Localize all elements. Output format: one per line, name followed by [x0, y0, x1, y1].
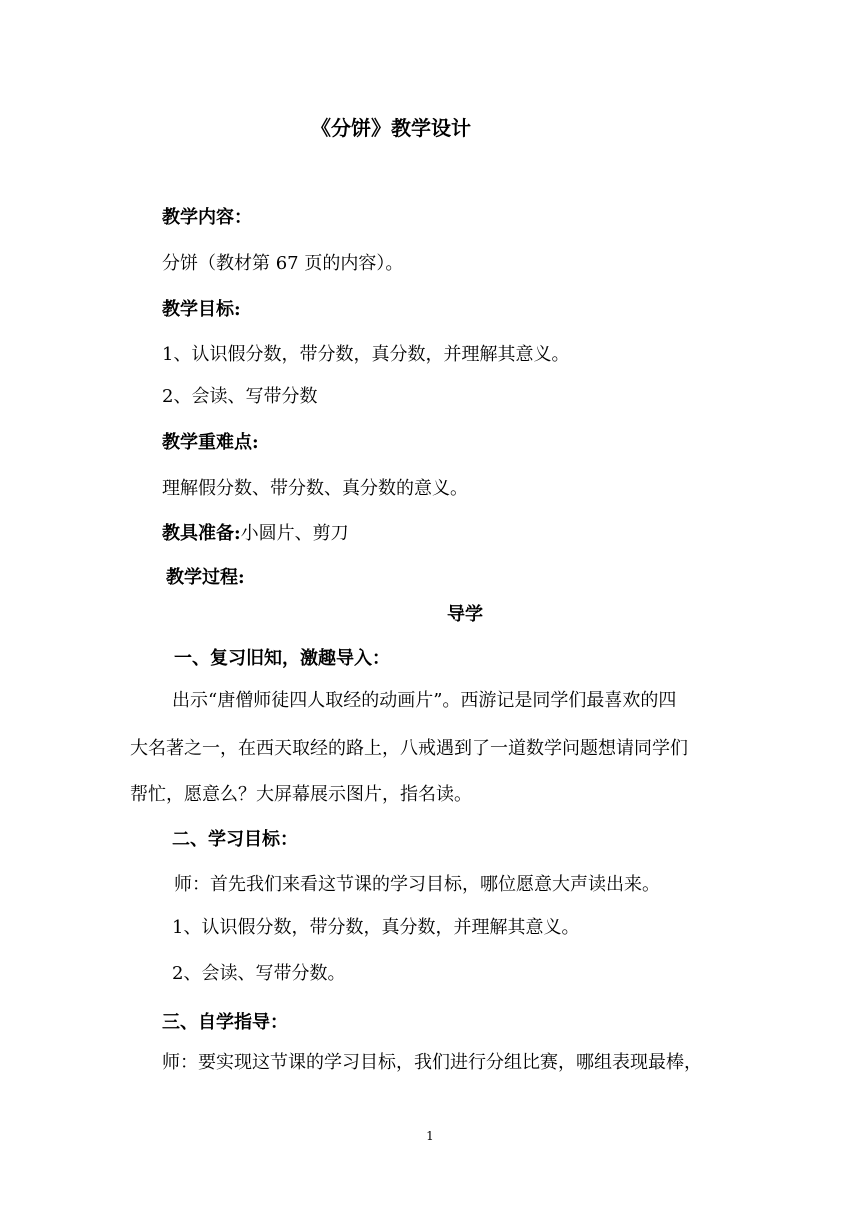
review-paragraph-line-3: 帮忙，愿意么？大屏幕展示图片，指名读。 — [130, 784, 472, 805]
key-points-heading: 教学重难点: — [162, 432, 259, 453]
objective-2: 2、会读、写带分数。 — [172, 963, 346, 984]
self-study-heading: 三、自学指导： — [162, 1012, 288, 1033]
objectives-heading: 二、学习目标： — [172, 829, 298, 850]
document-title: 《分饼》教学设计 — [311, 116, 471, 140]
teaching-content-text: 分饼（教材第 67 页的内容）。 — [162, 253, 404, 274]
review-heading: 一、复习旧知，激趣导入： — [174, 648, 390, 669]
teaching-goals-heading: 教学目标: — [162, 299, 241, 320]
objectives-intro: 师：首先我们来看这节课的学习目标，哪位愿意大声读出来。 — [174, 874, 660, 895]
guide-heading: 导学 — [447, 604, 483, 625]
teaching-tools-text: 小圆片、剪刀 — [240, 523, 349, 544]
teaching-goal-2: 2、会读、写带分数 — [162, 386, 318, 407]
teaching-process-heading: 教学过程: — [166, 567, 245, 588]
teaching-tools-heading: 教具准备: — [162, 523, 241, 544]
review-paragraph-line-1: 出示“唐僧师徒四人取经的动画片”。西游记是同学们最喜欢的四 — [172, 690, 677, 711]
self-study-text: 师：要实现这节课的学习目标，我们进行分组比赛，哪组表现最棒， — [162, 1052, 702, 1073]
key-points-text: 理解假分数、带分数、真分数的意义。 — [162, 478, 468, 499]
page-number: 1 — [426, 1129, 434, 1143]
review-paragraph-line-2: 大名著之一，在西天取经的路上，八戒遇到了一道数学问题想请同学们 — [130, 738, 688, 759]
teaching-tools-line — [162, 522, 349, 546]
objective-1: 1、认识假分数，带分数，真分数，并理解其意义。 — [172, 917, 580, 938]
teaching-content-heading: 教学内容： — [162, 207, 252, 228]
teaching-goal-1: 1、认识假分数，带分数，真分数，并理解其意义。 — [162, 344, 570, 365]
